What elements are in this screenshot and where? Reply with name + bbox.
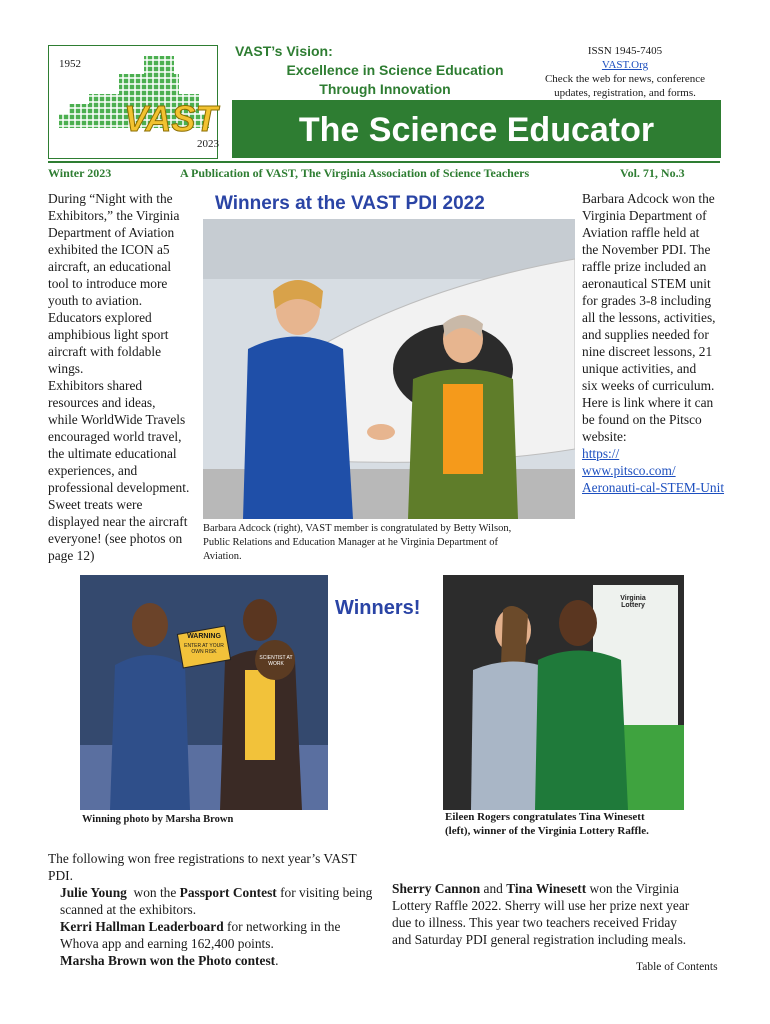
issue-volume: Vol. 71, No.3	[620, 166, 685, 180]
winner-item-2	[48, 918, 383, 935]
winner-text: for visiting being	[276, 885, 373, 900]
raffle-line-1	[392, 880, 722, 897]
winner-text: for networking in the	[223, 919, 341, 934]
aviation-photo-caption	[203, 522, 583, 564]
aircraft-photo-icon	[203, 219, 575, 519]
left-column-line: experiences, and	[48, 463, 138, 478]
winner-item-1	[48, 884, 383, 901]
vast-logo	[48, 45, 218, 159]
left-column-line: aircraft with foldable	[48, 344, 162, 359]
masthead-title: The Science Educator	[298, 111, 655, 149]
left-column-line: the ultimate educational	[48, 446, 177, 461]
right-column-line: the November PDI. The	[582, 242, 711, 257]
issn-note-line-2: updates, registration, and forms.	[554, 87, 696, 99]
left-column-article	[48, 190, 198, 564]
caption-line: Aviation.	[203, 551, 242, 562]
intro-line-1: The following won free registrations to next year’s VAST	[48, 851, 357, 866]
left-column-line: page 12)	[48, 548, 95, 563]
issn-note-line-1: Check the web for news, conference	[544, 73, 706, 85]
right-column-line: six weeks of curriculum.	[582, 378, 715, 393]
left-column-line: Educators explored	[48, 310, 152, 325]
issue-season: Winter 2023	[48, 166, 112, 180]
lottery-booth-icon	[443, 575, 684, 810]
masthead-banner	[232, 100, 721, 158]
caption-line: (left), winner of the Virginia Lottery Raffle.	[445, 825, 649, 837]
issn-number: ISSN 1945-7405	[587, 45, 663, 57]
pitsco-link-part-3[interactable]: Aeronauti-cal-STEM-Unit	[582, 480, 725, 495]
left-column-line: Exhibitors shared	[48, 378, 143, 393]
photo-booth-icon	[80, 575, 328, 810]
vision-line-2: Through Innovation	[319, 81, 451, 97]
intro-line-2: PDI.	[48, 868, 73, 883]
winner-name: Marsha Brown won the Photo contest	[60, 953, 276, 968]
winner-text: .	[275, 953, 279, 968]
right-column-line: nine discreet lessons, 21	[582, 344, 713, 359]
issue-publisher: A Publication of VAST, The Virginia Association of Science Teachers	[180, 166, 530, 180]
lottery-photo	[443, 575, 684, 810]
left-column-line: youth to aviation.	[48, 293, 143, 308]
left-column-line: encouraged world travel,	[48, 429, 182, 444]
lottery-sign: Virginia Lottery	[620, 595, 646, 609]
lottery-photo-caption	[445, 810, 705, 838]
caption-line: Eileen Rogers congratulates Tina Winesett	[445, 811, 645, 823]
winner-text: won the	[126, 885, 180, 900]
right-column-line: raffle prize included an	[582, 259, 707, 274]
right-column-line: be found on the Pitsco	[582, 412, 702, 427]
winner-name: Tina Winesett	[506, 881, 587, 896]
right-column-line: for grades 3-8 including	[582, 293, 712, 308]
logo-year-end: 2023	[197, 138, 219, 150]
caption-line: Barbara Adcock (right), VAST member is congratulated by Betty Wilson,	[203, 523, 512, 534]
right-column-line: and supplies needed for	[582, 327, 709, 342]
article-headline: Winners at the VAST PDI 2022	[215, 193, 485, 214]
photo-sign-risk: ENTER AT YOUR OWN RISK	[184, 643, 224, 655]
left-column-line: aircraft, an educational	[48, 259, 172, 274]
winner-item-3	[48, 952, 383, 969]
left-column-line: everyone! (see photos on	[48, 531, 183, 546]
lottery-raffle-text	[392, 880, 722, 948]
raffle-text: and	[480, 881, 507, 896]
winners-heading: Winners!	[335, 597, 421, 619]
aviation-photo	[203, 219, 575, 519]
winning-photo	[80, 575, 328, 810]
left-column-line: Exhibitors,” the Virginia	[48, 208, 180, 223]
left-column-line: exhibited the ICON a5	[48, 242, 170, 257]
winner-item-2-line-2: Whova app and earning 162,400 points.	[60, 936, 274, 951]
logo-word: VAST	[124, 98, 218, 139]
photo-sign-warning: WARNING	[187, 633, 221, 640]
right-column-line: website:	[582, 429, 627, 444]
winner-item-1-line-2: scanned at the exhibitors.	[60, 902, 197, 917]
right-column-line: Here is link where it can	[582, 395, 714, 410]
left-column-line: During “Night with the	[48, 191, 173, 206]
right-column-line: all the lessons, activities,	[582, 310, 716, 325]
left-column-line: Sweet treats were	[48, 497, 143, 512]
contest-name: Passport Contest	[179, 885, 277, 900]
vision-title: VAST’s Vision:	[235, 43, 333, 59]
right-column-line: aeronautical STEM unit	[582, 276, 711, 291]
logo-year-start: 1952	[59, 58, 81, 70]
right-column-article	[582, 190, 732, 496]
raffle-line-3: due to illness. This year two teachers received Friday	[392, 915, 677, 930]
vision-line-1: Excellence in Science Education	[286, 62, 504, 78]
left-column-line: Department of Aviation	[48, 225, 175, 240]
left-column-line: professional development.	[48, 480, 190, 495]
pitsco-link-part-1[interactable]: https://	[582, 446, 620, 461]
photo-sign-scientist: SCIENTIST AT WORK	[259, 655, 293, 667]
raffle-line-4: and Saturday PDI general registration including meals.	[392, 932, 687, 947]
pitsco-link-part-2[interactable]: www.pitsco.com/	[582, 463, 676, 478]
winner-name: Kerri Hallman Leaderboard	[60, 919, 224, 934]
left-column-line: amphibious light sport	[48, 327, 169, 342]
free-registration-list	[48, 850, 383, 969]
left-column-line: wings.	[48, 361, 84, 376]
winner-name: Julie Young	[60, 885, 127, 900]
table-of-contents-link[interactable]: Table of Contents	[636, 961, 718, 973]
left-column-line: while WorldWide Travels	[48, 412, 186, 427]
winning-photo-caption: Winning photo by Marsha Brown	[82, 814, 234, 825]
left-column-line: resources and ideas,	[48, 395, 156, 410]
left-column-line: tool to introduce more	[48, 276, 168, 291]
winner-name: Sherry Cannon	[392, 881, 481, 896]
right-column-line: Aviation raffle held at	[582, 225, 700, 240]
right-column-line: Virginia Department of	[582, 208, 707, 223]
issn-block	[530, 44, 720, 100]
raffle-line-2: Lottery Raffle 2022. Sherry will use her prize next year	[392, 898, 690, 913]
header-rule	[48, 161, 720, 163]
left-column-line: displayed near the aircraft	[48, 514, 188, 529]
right-column-line: unique activities, and	[582, 361, 697, 376]
raffle-text: won the Virginia	[586, 881, 680, 896]
caption-line: Public Relations and Education Manager at he Virginia Department of	[203, 537, 498, 548]
vast-org-link[interactable]: VAST.Org	[601, 59, 649, 71]
right-column-line: Barbara Adcock won the	[582, 191, 715, 206]
